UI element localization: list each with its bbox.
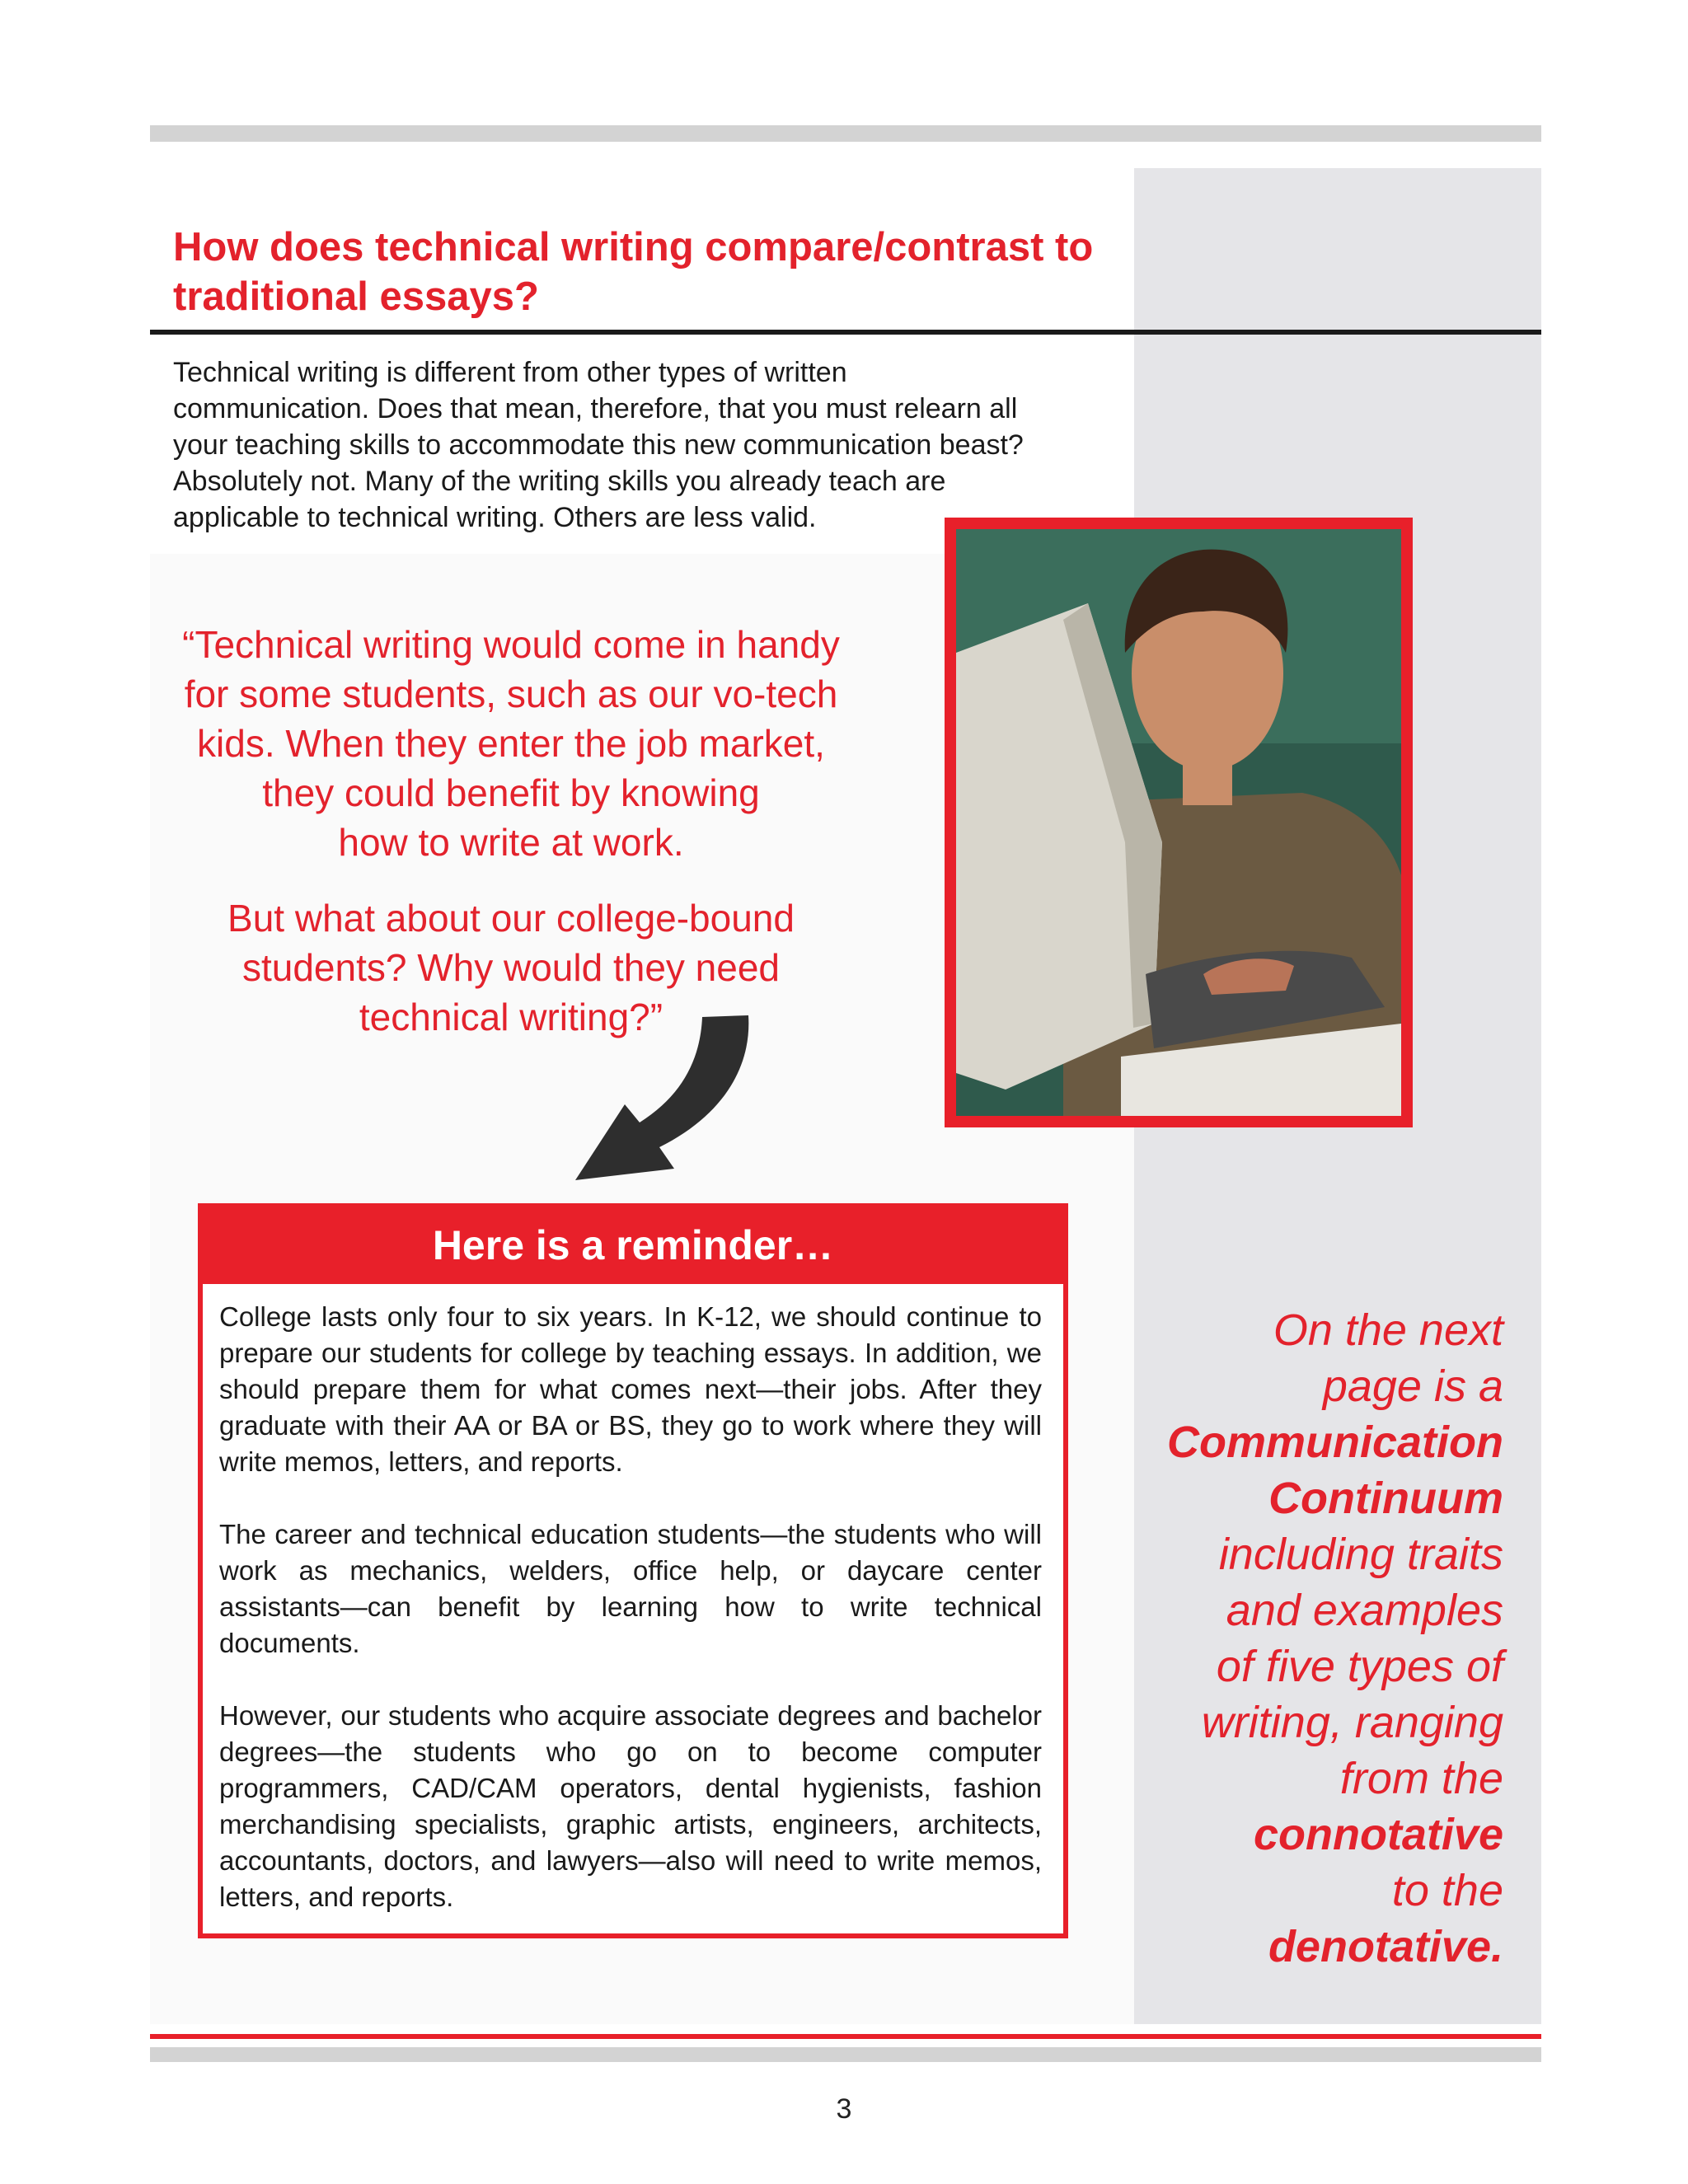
intro-line: your teaching skills to accommodate this new communication beast?: [173, 429, 1024, 461]
quote-line: “Technical writing would come in handy: [182, 623, 840, 666]
photo-frame: [945, 518, 1413, 1127]
intro-line: Technical writing is different from other types of written: [173, 357, 847, 388]
callout-line: including traits: [1218, 1530, 1503, 1579]
page-number: 3: [836, 2093, 852, 2125]
footer-red-rule: [150, 2034, 1541, 2039]
student-at-computer-photo: [956, 529, 1401, 1116]
callout-emphasis: denotative.: [1268, 1922, 1503, 1971]
reminder-title: Here is a reminder…: [203, 1208, 1063, 1284]
quote-line: they could benefit by knowing: [262, 771, 760, 814]
callout-line: to the: [1391, 1866, 1503, 1915]
quote-line: students? Why would they need: [241, 946, 781, 989]
reminder-paragraph: The career and technical education students—the students who will work as mechanics, welders, office help, or daycare center assistants—can benefit by learning how to write technical documents.: [219, 1519, 1042, 1658]
reminder-paragraph: However, our students who acquire associate degrees and bachelor degrees—the students who go on to become computer programmers, CAD/CAM operators, dental hygienists, fashion merchandising specialists, graphic artists, engineers, architects, accountants, doctors, and lawyers—also will need to write memos, letters, and reports.: [219, 1700, 1042, 1912]
callout-line: and examples: [1226, 1586, 1503, 1635]
callout-line: writing, ranging: [1201, 1698, 1503, 1747]
quote-paragraph-2: [132, 893, 890, 1042]
reminder-box: [198, 1203, 1068, 1938]
callout-line: On the next: [1273, 1305, 1503, 1355]
callout-emphasis: Communication: [1166, 1418, 1503, 1467]
quote-line: technical writing?”: [359, 996, 663, 1038]
curved-arrow-icon: [560, 1007, 758, 1197]
intro-line: applicable to technical writing. Others are less valid.: [173, 502, 817, 533]
quote-line: for some students, such as our vo-tech: [184, 673, 838, 715]
reminder-paragraph: College lasts only four to six years. In K-12, we should continue to prepare our students for college by teaching essays. In addition, we should prepare them for what comes next—their jobs. After they graduate with their AA or BA or BS, they go to work where they will write memos, letters, and reports.: [219, 1301, 1042, 1477]
quote-line: kids. When they enter the job market,: [197, 722, 825, 765]
top-grey-bar: [150, 125, 1541, 142]
pull-quote: [132, 620, 890, 1068]
heading-rule: [150, 330, 1541, 335]
callout-line: of five types of: [1216, 1642, 1503, 1691]
quote-line: But what about our college-bound: [227, 897, 795, 940]
reminder-body: [203, 1284, 1063, 1915]
quote-line: how to write at work.: [338, 821, 684, 864]
callout-line: from the: [1339, 1754, 1503, 1803]
intro-line: communication. Does that mean, therefore, that you must relearn all: [173, 393, 1018, 424]
callout-emphasis: Continuum: [1268, 1474, 1503, 1523]
footer-grey-bar: [150, 2047, 1541, 2062]
page-heading: How does technical writing compare/contrast to traditional essays?: [173, 225, 1094, 319]
callout-line: page is a: [1322, 1361, 1503, 1411]
intro-paragraph: [173, 354, 1104, 536]
sidebar-callout: [1154, 1302, 1503, 1975]
callout-emphasis: connotative: [1253, 1810, 1503, 1859]
quote-paragraph-1: [132, 620, 890, 867]
intro-line: Absolutely not. Many of the writing skills you already teach are: [173, 466, 946, 497]
